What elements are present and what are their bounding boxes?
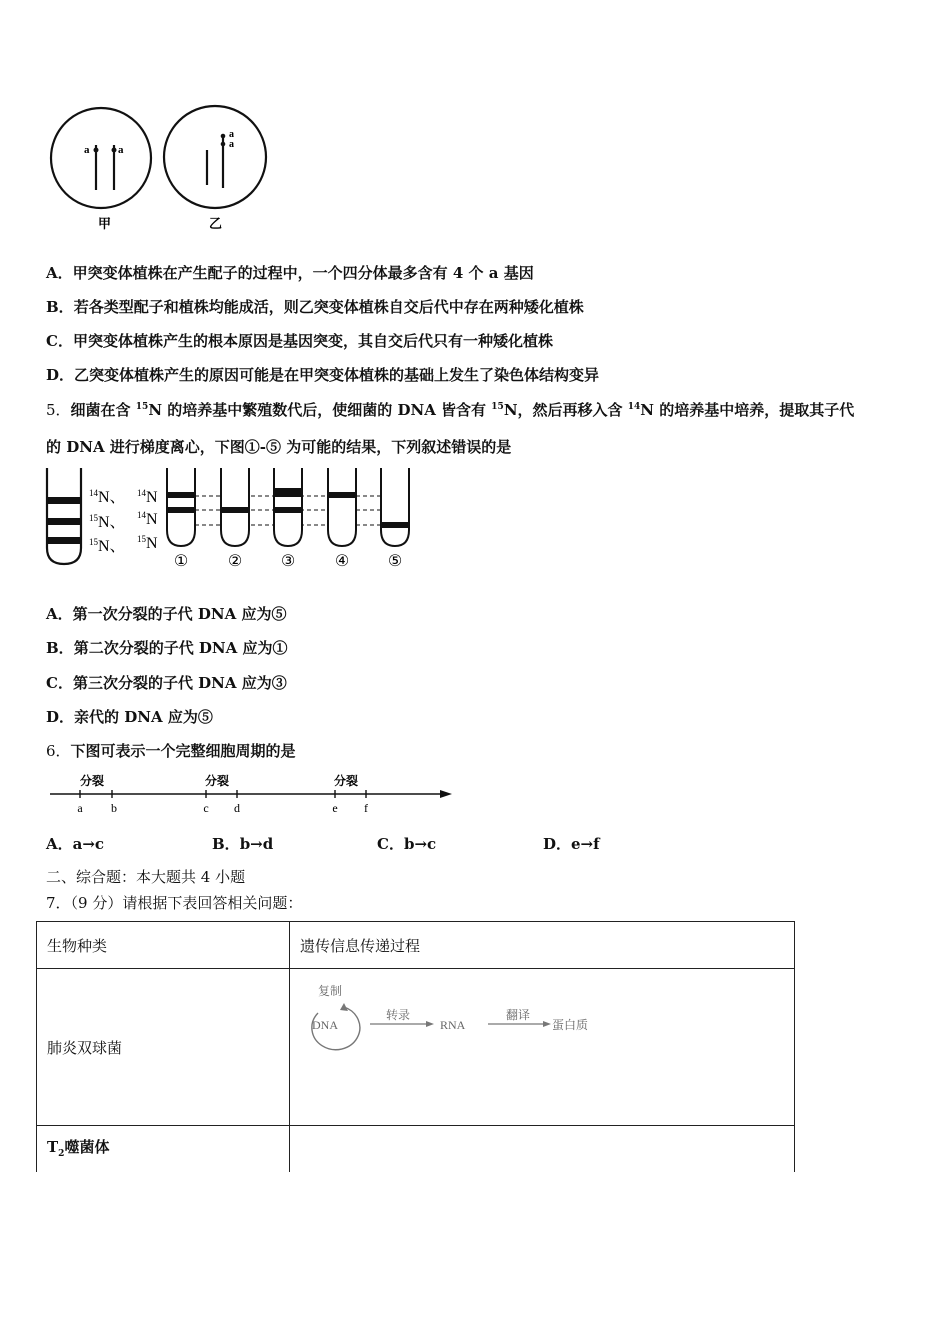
gene-a-1: a [84,144,90,156]
q6-option-a: A．a→c [46,835,105,853]
point-a: a [77,801,83,815]
table-cell-flow [290,969,795,1126]
svg-text:15N、: $^{15}$N、 [89,537,126,555]
flow-replication: 复制 [318,984,343,998]
q4-option-b: B．若各类型配子和植株均能成活，则乙突变体植株自交后代中存在两种矮化植株 [46,298,584,316]
point-e: e [332,801,338,815]
cell-cycle-figure [48,770,458,818]
table-cell-t2-phage: $T_2$噬菌体 [37,1126,290,1174]
flow-rna: RNA [440,1018,466,1032]
chromosome-figure [46,100,286,245]
q4-option-a: A．甲突变体植株在产生配子的过程中，一个四分体最多含有 4 个 a 基因 [46,264,534,282]
gene-a-2: a [118,144,124,156]
tube-number-3: ③ [280,551,296,570]
cell-label-jia: 甲 [98,217,112,232]
svg-text:15N: $^{15}$N [137,534,158,552]
phase-label-2: 分裂 [205,774,230,788]
q5-stem-line1: 5．细菌在含 $^{15}$N 的培养基中繁殖数代后，使细菌的 DNA 皆含有 $^{15}$N，然后再移入含 $^{14}$N 的培养基中培养，提取其子代 [46,401,855,419]
q5-option-a: A．第一次分裂的子代 DNA 应为⑤ [46,605,287,623]
info-flow-diagram [302,979,642,1059]
point-f: f [364,801,368,815]
svg-text:14N: $^{14}$N [137,510,158,528]
section2-title: 二、综合题：本大题共 4 小题 [46,868,246,886]
point-b: b [111,801,117,815]
cell-yi [164,106,266,208]
flow-transcription: 转录 [386,1008,411,1022]
svg-text:15N、: $^{15}$N、 [89,513,126,531]
table-cell-t2-flow [290,1126,795,1174]
q5-stem-line2: 的 DNA 进行梯度离心，下图①-⑤ 为可能的结果，下列叙述错误的是 [46,438,512,456]
tube-number-1: ① [173,551,189,570]
gene-a-3: a [229,129,234,140]
point-c: c [203,801,209,815]
point-d: d [234,801,240,815]
table-header-organism: 生物种类 [37,922,290,969]
phase-label-3: 分裂 [334,774,359,788]
cell-label-yi: 乙 [209,217,223,232]
q4-option-c: C．甲突变体植株产生的根本原因是基因突变，其自交后代只有一种矮化植株 [46,332,553,350]
q5-option-b: B．第二次分裂的子代 DNA 应为① [46,639,288,657]
tube-number-4: ④ [334,551,350,570]
table-header-process: 遗传信息传递过程 [290,922,795,969]
tube-number-2: ② [227,551,243,570]
flow-protein: 蛋白质 [552,1018,589,1032]
tube-number-5: ⑤ [387,551,403,570]
flow-translation: 翻译 [506,1008,531,1022]
q5-option-d: D．亲代的 DNA 应为⑤ [46,708,213,726]
svg-text:14N: $^{14}$N [137,488,158,506]
q5-option-c: C．第三次分裂的子代 DNA 应为③ [46,674,287,692]
phase-label-1: 分裂 [80,774,105,788]
q7-stem: 7．（9 分）请根据下表回答相关问题： [46,894,303,912]
q6-option-b: B．b→d [212,835,274,853]
q7-table [36,921,795,1174]
page-cutoff-mask [30,1172,810,1182]
q6-option-c: C．b→c [377,835,437,853]
q6-option-d: D．e→f [543,835,600,853]
gene-a-4: a [229,139,234,150]
q4-option-d: D．乙突变体植株产生的原因可能是在甲突变体植株的基础上发生了染色体结构变异 [46,366,600,384]
cell-jia [51,108,151,208]
svg-text:14N、: $^{14}$N、 [89,488,126,506]
centrifuge-figure [44,466,416,572]
q6-stem: 6．下图可表示一个完整细胞周期的是 [46,742,296,760]
flow-dna: DNA [312,1018,338,1032]
table-cell-pneumococcus: 肺炎双球菌 [37,969,290,1126]
